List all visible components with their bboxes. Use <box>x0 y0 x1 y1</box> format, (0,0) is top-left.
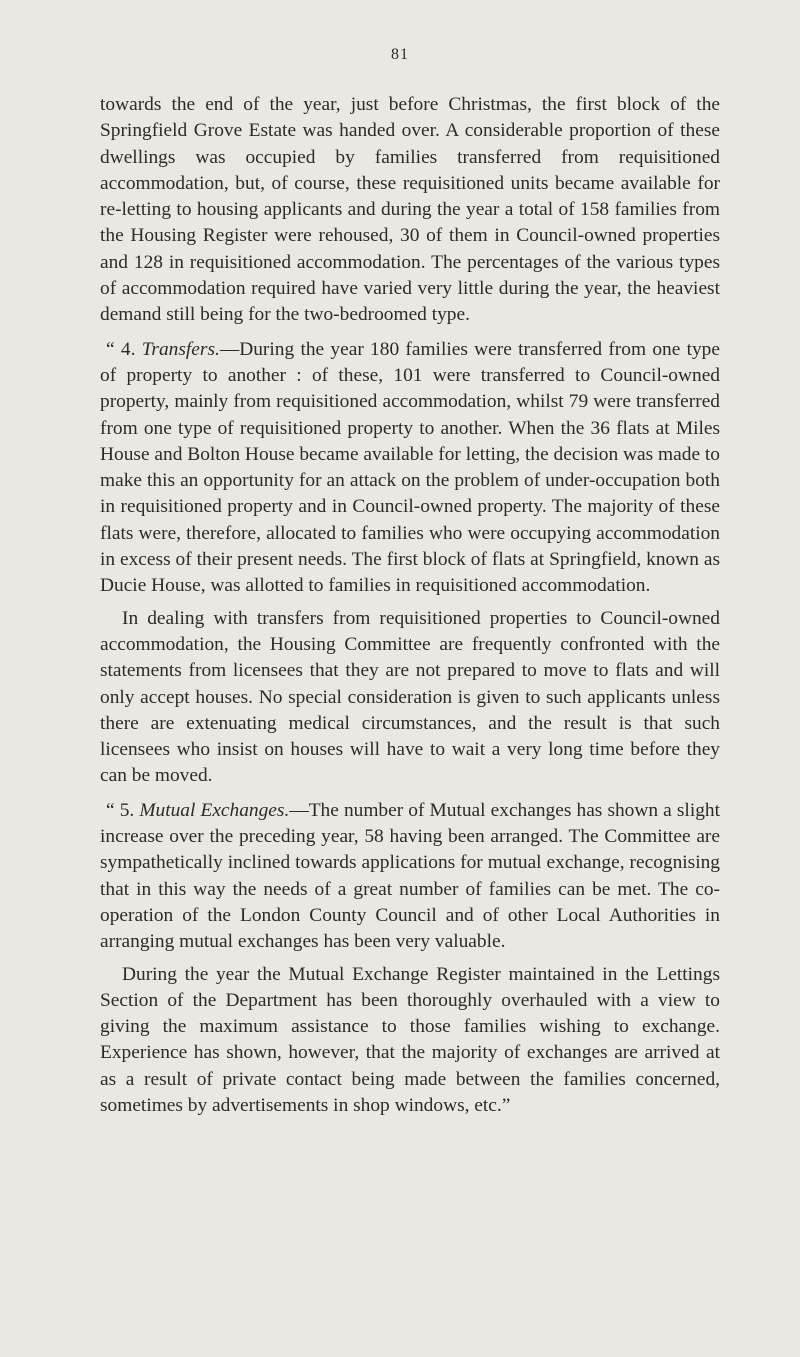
section-heading-transfers: Transfers. <box>141 338 220 360</box>
body-text <box>100 92 720 1119</box>
section-body-transfers: —During the year 180 families were transferred from one type of property to another : of these, 101 were transferred to Council-owned property, mainly from requisitioned accommodation, whilst 79 were transferred from one type of requisitioned property to another. When the 36 flats at Miles House and Bolton House became available for letting, the decision was made to make this an opportunity for an attack on the problem of under-occupation both in requisitioned property and in Council-owned property. The majority of these flats were, therefore, allocated to families who were occupying accommodation in excess of their present needs. The first block of flats at Springfield, known as Ducie House, was allotted to families in requisitioned accommodation. <box>100 338 720 597</box>
paragraph-mutual-exchanges <box>100 798 720 956</box>
section-number: “ 5. <box>106 799 140 821</box>
paragraph-continuation: towards the end of the year, just before Christmas, the first block of the Springfield Grove Estate was handed over. A considerable proportion of these dwellings was occupied by families transferred from requisitioned accommodation, but, of course, these requisitioned units became available for re-letting to housing applicants and during the year a total of 158 families from the Housing Register were rehoused, 30 of them in Council-owned properties and 128 in requisitioned accommodation. The percentages of the various types of accommodation required have varied very little during the year, the heaviest demand still being for the two-bedroomed type. <box>100 94 720 326</box>
section-body-mutual-exchanges: —The number of Mutual exchanges has shown a slight increase over the preceding year, 58 having been arranged. The Committee are sympathetically inclined towards applications for mutual exchange, recognising that in this way the needs of a great number of families can be met. The co-operation of the London County Council and of other Local Authorities in arranging mutual exchanges has been very valuable. <box>100 799 720 953</box>
page-number: 81 <box>391 46 409 63</box>
paragraph-transfers <box>100 337 720 600</box>
section-number: “ 4. <box>106 338 142 360</box>
section-heading-mutual-exchanges: Mutual Exchanges. <box>139 799 290 821</box>
paragraph-exchange-register: During the year the Mutual Exchange Register maintained in the Lettings Section of the Department has been thoroughly overhauled with a view to giving the maximum assistance to those families wishing to exchange. Experience has shown, however, that the majority of exchanges are arrived at as a result of private contact being made between the families concerned, sometimes by advertisements in shop windows, etc.” <box>100 963 720 1116</box>
paragraph-transfers-detail: In dealing with transfers from requisitioned properties to Council-owned accommodation, the Housing Committee are frequently confronted with the statements from licensees that they are not prepared to move to flats and will only accept houses. No special consideration is given to such applicants unless there are extenuating medical circumstances, and the result is that such licensees who insist on houses will have to wait a very long time before they can be moved. <box>100 607 720 787</box>
